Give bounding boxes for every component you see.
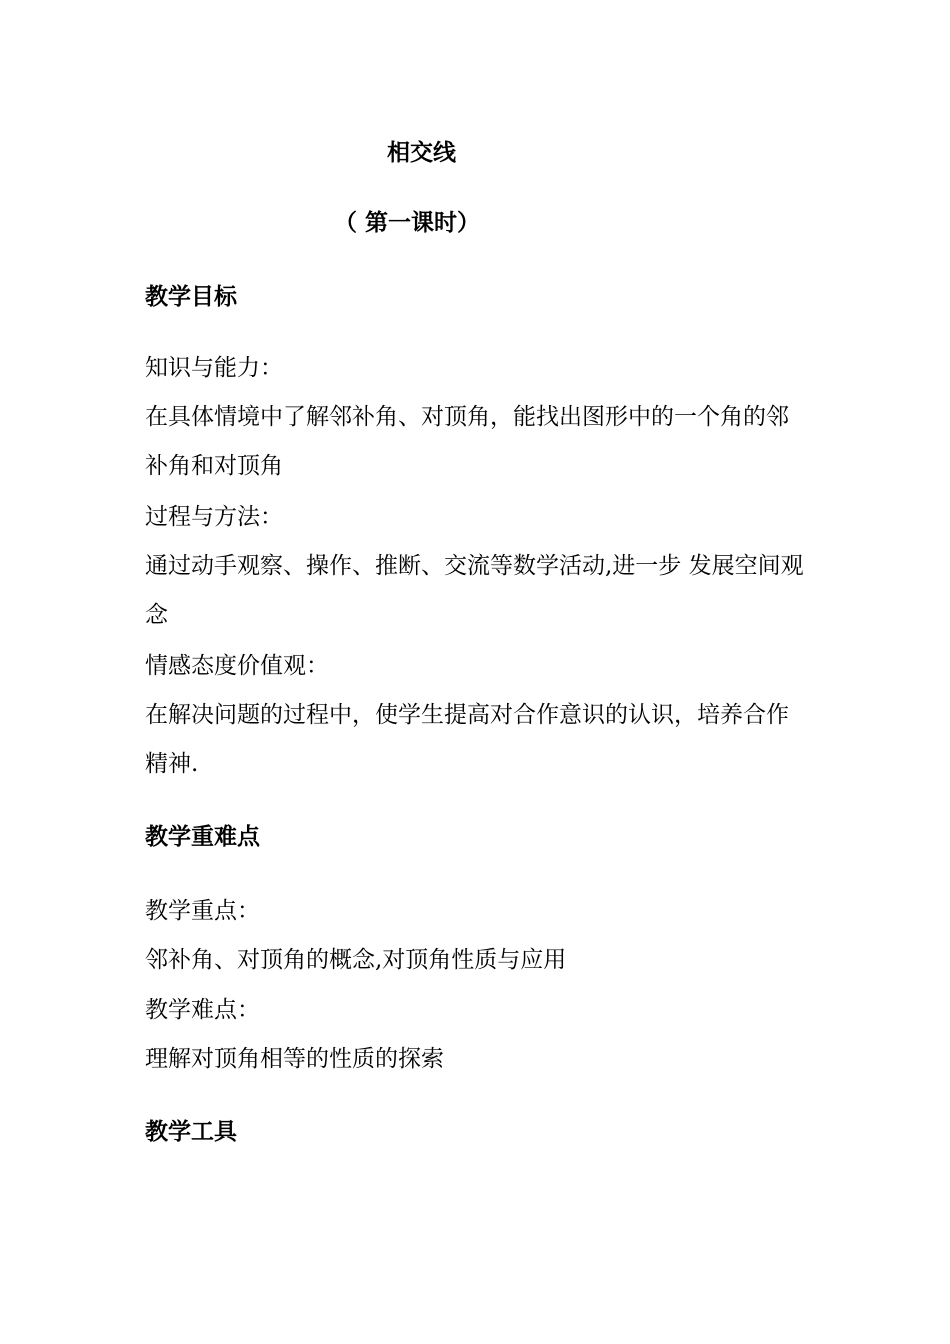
knowledge-text: 在具体情境中了解邻补角、对顶角，能找出图形中的一个角的邻补角和对顶角 [145,404,789,479]
focus-label: 教学重点： [145,898,260,924]
difficulty-text: 理解对顶角相等的性质的探索 [145,1046,444,1072]
emotion-label: 情感态度价值观： [145,653,329,679]
section-heading-tools: 教学工具 [145,1119,237,1145]
document-subtitle: （ 第一课时） [334,210,481,236]
process-text: 通过动手观察、操作、推断、交流等数学活动,进一步 发展空间观念 [145,553,804,628]
difficulty-label: 教学难点： [145,997,260,1023]
knowledge-label: 知识与能力： [145,355,283,381]
section-heading-objectives: 教学目标 [145,284,237,310]
process-label: 过程与方法： [145,504,283,530]
section-heading-key-points: 教学重难点 [145,824,260,850]
emotion-text: 在解决问题的过程中，使学生提高对合作意识的认识，培养合作精神. [145,702,789,777]
document-title: 相交线 [387,140,456,166]
focus-text: 邻补角、对顶角的概念,对顶角性质与应用 [145,947,567,973]
